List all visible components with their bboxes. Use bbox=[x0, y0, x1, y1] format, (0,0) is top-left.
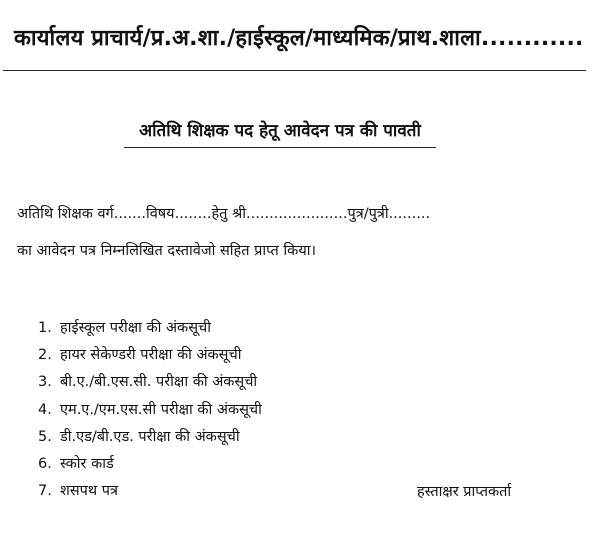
list-item-label: डी.एड/बी.एड. परीक्षा की अंकसूची bbox=[60, 428, 240, 445]
list-item-number: 6. bbox=[38, 455, 52, 472]
list-item bbox=[38, 481, 262, 508]
list-item bbox=[38, 400, 262, 427]
office-header: कार्यालय प्राचार्य/प्र.अ.शा./हाईस्कूल/माध्यमिक/प्राथ.शाला............ bbox=[14, 26, 584, 51]
document-list bbox=[38, 318, 262, 508]
list-item bbox=[38, 345, 262, 372]
list-item-number: 7. bbox=[38, 483, 52, 500]
list-item-number: 3. bbox=[38, 374, 52, 391]
list-item bbox=[38, 318, 262, 345]
applicant-details-line: अतिथि शिक्षक वर्ग.......विषय........हेतु श्री......................पुत्र/पुत्री......... bbox=[17, 206, 431, 222]
list-item-number: 1. bbox=[38, 320, 52, 336]
signature-label: हस्ताक्षर प्राप्तकर्ता bbox=[417, 484, 512, 500]
list-item-label: शसपथ पत्र bbox=[60, 483, 119, 500]
list-item bbox=[38, 427, 262, 454]
list-item bbox=[38, 454, 262, 481]
list-item-number: 4. bbox=[38, 401, 52, 418]
received-statement-line: का आवेदन पत्र निम्नलिखित दस्तावेजो सहित प्राप्त किया। bbox=[17, 243, 316, 259]
document-title: अतिथि शिक्षक पद हेतू आवेदन पत्र की पावती bbox=[124, 118, 436, 148]
header-divider bbox=[3, 70, 586, 71]
list-item-label: बी.ए./बी.एस.सी. परीक्षा की अंकसूची bbox=[60, 374, 258, 391]
list-item-number: 2. bbox=[38, 347, 52, 364]
list-item bbox=[38, 372, 262, 399]
list-item-label: हाईस्कूल परीक्षा की अंकसूची bbox=[60, 320, 211, 336]
list-item-label: एम.ए./एम.एस.सी परीक्षा की अंकसूची bbox=[60, 401, 262, 418]
list-item-number: 5. bbox=[38, 428, 52, 445]
list-item-label: स्कोर कार्ड bbox=[60, 455, 114, 472]
list-item-label: हायर सेकेण्डरी परीक्षा की अंकसूची bbox=[60, 347, 242, 364]
